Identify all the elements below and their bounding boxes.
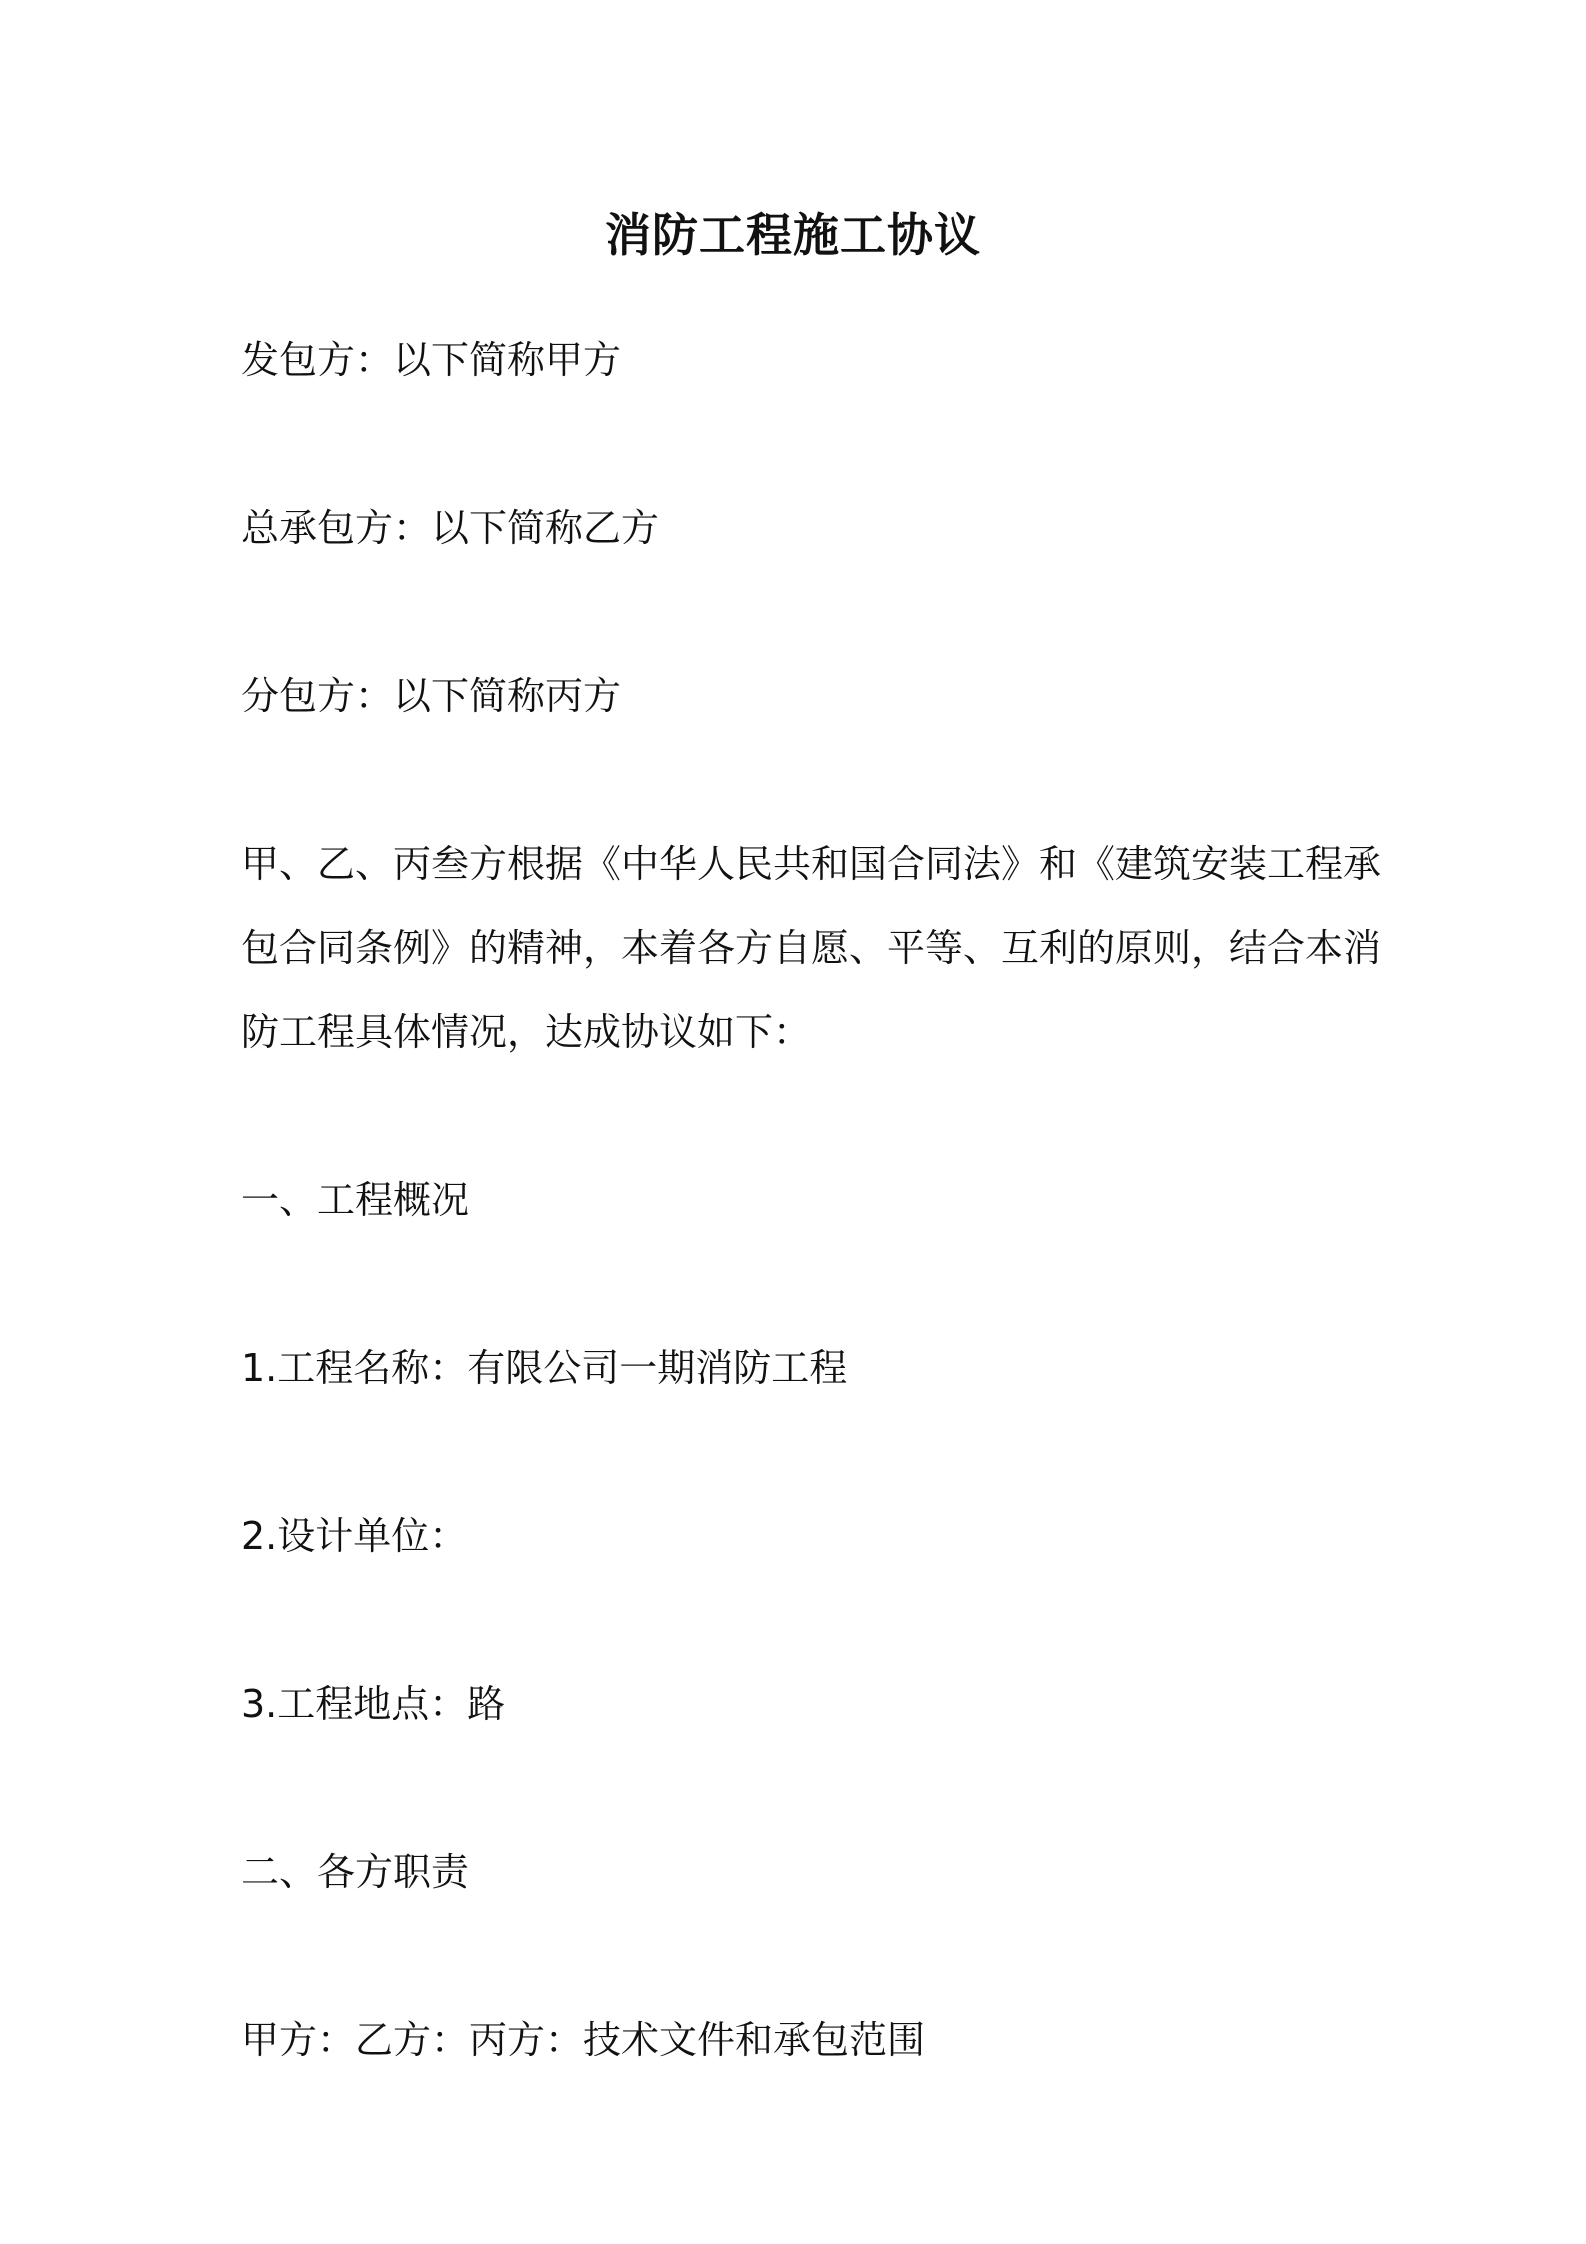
project-location-item: 3.工程地点：路: [241, 1682, 506, 1726]
parties-responsibility-line: 甲方：乙方：丙方：技术文件和承包范围: [241, 2018, 926, 2062]
section-1-heading: 一、工程概况: [241, 1178, 470, 1222]
party-c-line: 分包方：以下简称丙方: [241, 674, 622, 718]
design-unit-item: 2.设计单位：: [241, 1514, 468, 1558]
party-a-line: 发包方：以下简称甲方: [241, 338, 622, 382]
preamble-line-2: 包合同条例》的精神，本着各方自愿、平等、互利的原则，结合本消: [241, 926, 1382, 970]
document-title: 消防工程施工协议: [605, 208, 981, 262]
project-name-item: 1.工程名称：有限公司一期消防工程: [241, 1346, 848, 1390]
preamble-line-3: 防工程具体情况，达成协议如下：: [241, 1010, 812, 1054]
preamble-line-1: 甲、乙、丙叁方根据《中华人民共和国合同法》和《建筑安装工程承: [241, 842, 1382, 886]
party-b-line: 总承包方：以下简称乙方: [241, 506, 660, 550]
preamble-paragraph: [241, 822, 1382, 1074]
section-2-heading: 二、各方职责: [241, 1850, 470, 1894]
